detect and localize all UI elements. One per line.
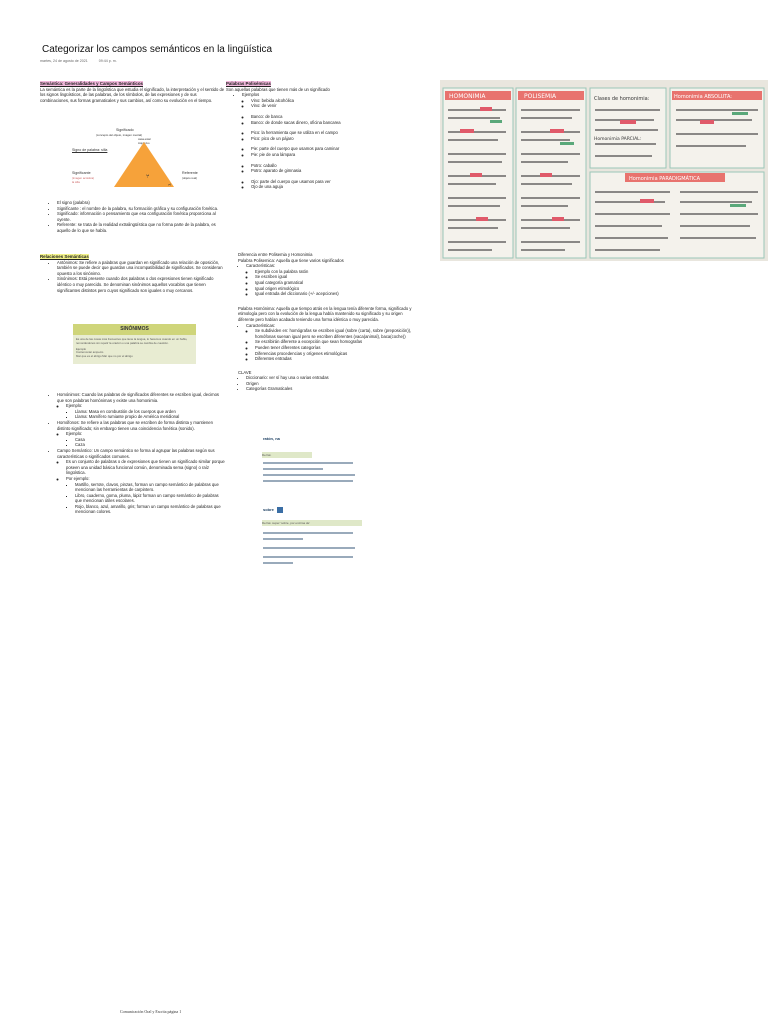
dict-word-raton: ratón, na	[263, 436, 280, 441]
diagram-significante-sub: (imagen acústica)	[72, 176, 95, 180]
list-item	[66, 431, 225, 448]
intro-paragraph: La semántica es la parte de la lingüística que estudia el significado, la interpretación y el sentido de los signos lingüísticos, de las palabras, de los símbolos, de las expresiones y de sus combinaciones, sus formas gramaticales y sus cambios, así como su evolución en el tiempo.	[40, 86, 225, 103]
left-column	[40, 81, 225, 103]
handwritten-notes-photo	[440, 80, 768, 261]
list-item: ◦ Igual categoría gramatical	[255, 280, 418, 286]
list-item: • Significado: información o pensamiento que esa configuración fonética proporciona al oyente.	[57, 211, 225, 222]
dictionary-screenshot	[255, 432, 365, 582]
list-item: ◦ Vino: de venir	[251, 103, 416, 109]
campo-text: Campo Semántico: Un campo semántico se forma al agrupar las palabras según sus características o significados comunes.	[57, 447, 215, 459]
list-item: ▪ Libro, cuaderno, goma, pluma, lápiz forman un campo semántico de palabras que mencionan útiles escolares.	[75, 493, 225, 504]
list-item: • El signo (palabra)	[57, 200, 225, 206]
list-item: ▪ Llama: Masa en combustión de los cuerpos que arden	[75, 409, 225, 415]
list-item: • Origen	[246, 381, 418, 387]
polysemy-definition: Palabra Polisemica: Aquella que tiene varios significados	[238, 257, 344, 263]
diagram-referente-sub: (objeto real)	[182, 176, 197, 180]
notes-heading-absoluta: Homonimia ABSOLUTA:	[674, 94, 732, 100]
dict-line	[263, 480, 353, 482]
examples-label: Ejemplos	[242, 92, 260, 98]
diagram-top-label: Significado	[116, 128, 134, 132]
difference-title: Diferencia entre Polisemia y Homonimia	[238, 252, 313, 257]
relations-section	[40, 254, 225, 293]
list-item: ◦ Diferentes entradas	[255, 356, 418, 362]
date-text: martes, 24 de agosto de 2021	[40, 59, 88, 63]
page-meta	[40, 59, 127, 63]
dict-line	[263, 547, 355, 549]
dict-line	[263, 538, 303, 540]
list-item: ◦ Pie: parte del cuerpo que usamos para caminar	[251, 146, 416, 152]
dict-line	[263, 468, 323, 470]
sign-list	[49, 200, 225, 234]
synonyms-box-line: Mar que es el abrigo Mar que no por el abrigo	[76, 354, 133, 359]
diagram-top-sub2: casa estar	[138, 137, 151, 141]
dict-line	[263, 562, 293, 564]
list-item: ◦ Banco: de donde sacas dinero, oficina bancarea	[251, 120, 416, 126]
diagram-referente: Referente	[182, 171, 198, 175]
diagram-top-sub: (concepto del objeto, imagen mental)	[96, 133, 143, 137]
dict-origin-raton: Del lat.	[262, 452, 312, 458]
list-item: ▪ Martillo, serrote, clavos, pinzas, forman un campo semántico de palabras que mencionan las herramientas de carpintero.	[75, 482, 225, 493]
polysemy-section	[226, 81, 416, 190]
list-item: ▪ Rojo, blanco, azul, amarillo, gris; forman un campo semántico de palabras que mencionan colores.	[75, 504, 225, 515]
list-item	[246, 323, 418, 362]
list-item: ◦ Se escribirán diferente a excepción que sean homografas	[255, 339, 418, 345]
section-heading-relaciones: Relaciones Semánticas	[40, 254, 89, 259]
list-item: ▪ Casa	[75, 437, 225, 443]
example-label: Por ejemplo:	[66, 475, 90, 481]
list-item: ◦ Pie: pie de una lámpara	[251, 152, 416, 158]
synonyms-box-line: Es una de las cosas más frecuentes que tiene la lengua, lo hacemos cuando en un hablo, remontándonos sin repetir la oración o una palabra se cambia de cuestión.	[76, 337, 188, 345]
list-item	[66, 403, 225, 420]
page-footer: Comunicación Oral y Escrita página 1	[120, 1009, 182, 1014]
list-item: ◦ Ojo: parte del cuerpo que usamos para ver	[251, 179, 416, 185]
list-item	[57, 420, 225, 448]
list-item	[57, 392, 225, 420]
list-item: ▪ Caza	[75, 442, 225, 448]
characteristics-label: Características:	[246, 322, 276, 328]
diagram-significante: Significante	[72, 171, 91, 175]
section-heading-semantica: Semántica: Generalidades y Campos Semánticos	[40, 81, 143, 86]
list-item: • Diccionario: ver sí hay una o varias entradas	[246, 375, 418, 381]
list-item: • Antónimos: Se refiere a palabras que guardan en significado una relación de oposición, también se puede decir que guardan una incompatibilidad de significados. Se consideran opuesto a los sinónimo.	[57, 260, 225, 277]
list-item: ◦ Se escriben igual	[255, 274, 418, 280]
notes-heading-paradigmatica: Homonimia PARADIGMÁTICA	[629, 176, 701, 182]
list-item: ◦ Pico: pico de un pájaro	[251, 136, 416, 142]
list-item: ◦ Igual entrada del diccionario (+/- acepciones)	[255, 291, 418, 297]
list-item: • Referente: se trata de la realidad extralingüística que no forma parte de la palabra, es aquello de lo que se habla.	[57, 222, 225, 233]
list-item: ◦ Es un conjunto de palabras o de expresiones que tienen un significado similar porque poseen una unidad básica funcional común, denominada sema (signo) o raíz lingüística.	[66, 459, 225, 476]
section-heading-polisemicas: Palabras Polisémicas	[226, 81, 271, 86]
chair-icon: ⑂	[146, 174, 150, 180]
homonym-definition: Palabra Homónima: Aquella que tiempo atrás en la lengua tenía diferente forma, significado y etimología pero con la evolución de la lengua había mantenido su significado y su origen diferente pero habían acabado teniendo una forma idéntica o muy parecida.	[238, 305, 412, 322]
dict-line	[263, 556, 353, 558]
page-title: Categorizar los campos semánticos en la lingüística	[42, 44, 273, 55]
list-item: ◦ Vino: bebida alcohólica	[251, 98, 416, 104]
list-item	[242, 92, 416, 190]
list-item: ◦ Igual origen etimológico	[255, 286, 418, 292]
homofonos-text: Homófonos: Se refiere a las palabras que se escriben de forma distinta y mantienen distinto significado; sin embargo tienen una coincidencia fonética (sonido).	[57, 419, 213, 431]
homonimos-text: Homónimos: Cuando las palabras de significados diferentes se escriben igual, decimos que son palabras homónimas y existe una homonimia.	[57, 392, 220, 403]
semantic-triangle-diagram	[66, 128, 206, 196]
list-item: ◦ Diferencias procedencias y orígenes etimológicas	[255, 351, 418, 357]
list-item	[246, 263, 418, 297]
list-item: ◦ Pueden tener diferentes categorías	[255, 345, 418, 351]
dict-line	[263, 474, 355, 476]
synonyms-box-line: Contemoniar ampecio	[76, 350, 104, 355]
example-label: Ejemplo:	[66, 403, 83, 409]
chair-picture-icon: ⑁	[168, 182, 172, 188]
example-label: Ejemplo:	[66, 431, 83, 437]
relations-list-continued	[49, 392, 225, 515]
diagram-top-sub3: Aquí vivo	[138, 141, 150, 145]
notes-heading-polisemia: POLISEMIA	[524, 93, 557, 100]
list-item: ◦ Potro: aparato de gimnasia	[251, 168, 416, 174]
list-item: ◦ Ojo de una aguja	[251, 184, 416, 190]
polysemy-intro: Son aquellas palabras que tienen más de un significado	[226, 86, 330, 92]
synonyms-box-line: Ejemplo	[76, 346, 87, 351]
dict-line	[263, 462, 353, 464]
dict-word-sobre: sobre	[263, 507, 274, 512]
time-text: 09:44 p. m.	[98, 59, 117, 63]
triangle-shape	[114, 142, 174, 187]
synonyms-box-title: SINÓNIMOS	[73, 324, 196, 335]
characteristics-label: Características:	[246, 263, 276, 269]
list-item: ◦ Ejemplo con la palabra ratón	[255, 269, 418, 275]
diagram-significante-sub2: la silla	[72, 180, 80, 184]
list-item	[66, 476, 225, 515]
synonyms-box-body	[76, 338, 194, 359]
list-item: • Categorías Gramaticales	[246, 386, 418, 392]
clave-heading: CLAVE	[238, 369, 252, 375]
list-item: ◦ Potro: caballo	[251, 163, 416, 169]
notes-heading-homonimia: HOMONIMIA	[449, 93, 486, 100]
list-item: ◦ Banco: de banca	[251, 114, 416, 120]
dict-line	[263, 532, 353, 534]
notes-heading-parcial: Homonimia PARCIAL:	[594, 137, 642, 142]
notes-heading-clases: Clases de homonimia:	[594, 96, 650, 102]
list-item	[57, 448, 225, 515]
list-item: • Sinónimos: Está presente cuando dos palabras o dos expresiones tienen significado idéntico o muy parecido. Se denominan sinónimos aquellos vocablos que tienen significantes distintos pero cuyos significado son iguales o muy cercanos.	[57, 276, 225, 293]
difference-section	[238, 252, 418, 392]
list-item: ◦ Se subdividen en: homógrafas se escriben igual (sobre (carta), sobre (preposición)), homófonas suenan igual pero se escriben diferentes (vaca(animal), baca(coche))	[255, 328, 418, 339]
list-item: ▪ Llama: Mamífero rumiante propio de América meridional	[75, 414, 225, 420]
list-item: ◦ Pico: la herramienta que se utiliza en el campo	[251, 130, 416, 136]
diagram-left-label: Signo de palabra: silla	[72, 148, 108, 152]
notes-photo-svg	[440, 80, 768, 261]
list-item: • Significante : el nombre de la palabra, su formación gráfica y su configuración fonética.	[57, 206, 225, 212]
info-icon	[277, 507, 283, 513]
dict-origin-sobre: Del lat. super 'sobre, por encima de'	[262, 520, 362, 526]
